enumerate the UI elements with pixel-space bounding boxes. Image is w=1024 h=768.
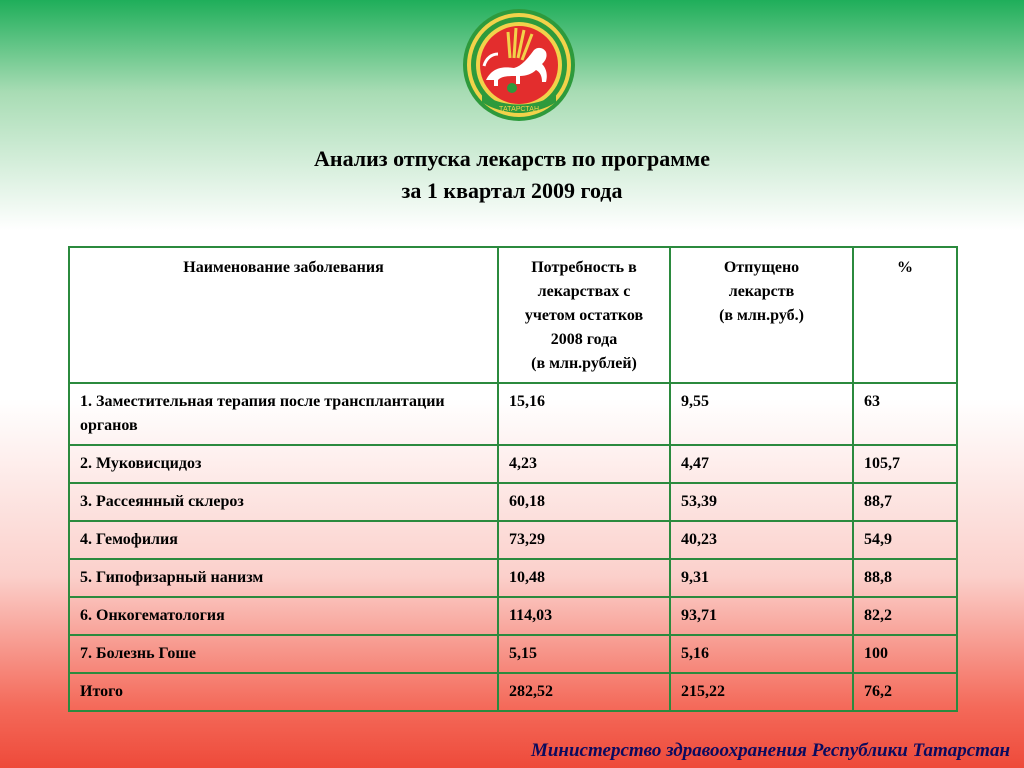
cell-percent: 88,7 <box>853 483 957 521</box>
footer-ministry: Министерство здравоохранения Республики Татарстан <box>530 740 1010 761</box>
cell-disease: 1. Заместительная терапия после трансплантации органов <box>69 383 498 445</box>
cell-disease: 5. Гипофизарный нанизм <box>69 559 498 597</box>
cell-disease: 2. Муковисцидоз <box>69 445 498 483</box>
cell-need: 73,29 <box>498 521 670 559</box>
cell-disease: 6. Онкогематология <box>69 597 498 635</box>
table-header-row <box>69 247 957 383</box>
cell-dispensed: 53,39 <box>670 483 853 521</box>
title-line-1: Анализ отпуска лекарств по программе <box>314 146 710 171</box>
cell-need: 4,23 <box>498 445 670 483</box>
cell-dispensed: 40,23 <box>670 521 853 559</box>
table-total-row <box>69 673 957 711</box>
cell-percent: 88,8 <box>853 559 957 597</box>
cell-percent: 82,2 <box>853 597 957 635</box>
title-line-2: за 1 квартал 2009 года <box>401 178 623 203</box>
cell-need: 282,52 <box>498 673 670 711</box>
tatarstan-emblem-icon <box>462 8 576 122</box>
cell-need: 10,48 <box>498 559 670 597</box>
cell-dispensed: 9,31 <box>670 559 853 597</box>
cell-need: 60,18 <box>498 483 670 521</box>
cell-percent: 63 <box>853 383 957 445</box>
cell-dispensed: 5,16 <box>670 635 853 673</box>
cell-disease: 4. Гемофилия <box>69 521 498 559</box>
cell-disease: 3. Рассеянный склероз <box>69 483 498 521</box>
cell-percent: 100 <box>853 635 957 673</box>
cell-disease: Итого <box>69 673 498 711</box>
cell-disease: 7. Болезнь Гоше <box>69 635 498 673</box>
header-need: Потребность в лекарствах с учетом остатков 2008 года (в млн.рублей) <box>498 247 670 383</box>
header-disease: Наименование заболевания <box>69 247 498 383</box>
table-row <box>69 483 957 521</box>
table-row <box>69 521 957 559</box>
cell-need: 114,03 <box>498 597 670 635</box>
header-dispensed: Отпущено лекарств (в млн.руб.) <box>670 247 853 383</box>
cell-need: 5,15 <box>498 635 670 673</box>
drug-dispensing-table <box>68 246 958 712</box>
table-row <box>69 597 957 635</box>
page-title <box>0 143 1024 207</box>
header-percent: % <box>853 247 957 383</box>
cell-dispensed: 9,55 <box>670 383 853 445</box>
cell-percent: 105,7 <box>853 445 957 483</box>
table-row <box>69 383 957 445</box>
cell-dispensed: 4,47 <box>670 445 853 483</box>
cell-need: 15,16 <box>498 383 670 445</box>
table-row <box>69 635 957 673</box>
cell-dispensed: 215,22 <box>670 673 853 711</box>
cell-percent: 76,2 <box>853 673 957 711</box>
table-row <box>69 559 957 597</box>
cell-dispensed: 93,71 <box>670 597 853 635</box>
emblem-text: ТАТАРСТАН <box>498 106 540 113</box>
table-row <box>69 445 957 483</box>
cell-percent: 54,9 <box>853 521 957 559</box>
